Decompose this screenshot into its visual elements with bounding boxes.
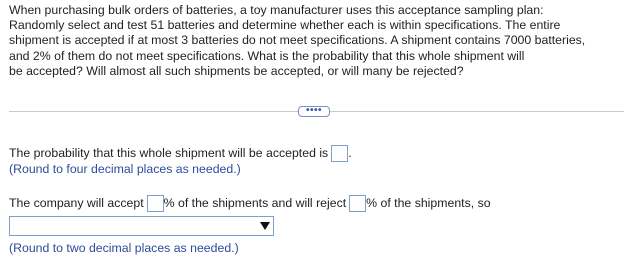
- probability-row: [9, 145, 352, 162]
- expand-question-button[interactable]: [298, 106, 330, 117]
- question-line: shipment is accepted if at most 3 batteries do not meet specifications. A shipment contains 7000 batteries,: [9, 33, 586, 48]
- probability-answer-input[interactable]: [331, 145, 348, 162]
- probability-period: .: [348, 146, 352, 160]
- question-line: Randomly select and test 51 batteries and determine whether each is within specifications. The entire: [9, 18, 561, 33]
- shipments-hint-row: [9, 241, 239, 256]
- probability-hint-row: [9, 162, 241, 177]
- shipments-row: [9, 195, 491, 212]
- probability-prompt: The probability that this whole shipment will be accepted is: [9, 146, 329, 160]
- accept-prefix: The company will accept: [9, 196, 144, 210]
- shipments-rounding-hint: (Round to two decimal places as needed.): [9, 241, 239, 255]
- probability-rounding-hint: (Round to four decimal places as needed.): [9, 162, 241, 176]
- reject-percent-input[interactable]: [349, 195, 366, 212]
- conclusion-dropdown[interactable]: [9, 216, 274, 236]
- accept-percent-input[interactable]: [147, 195, 164, 212]
- accept-middle-text: % of the shipments and will reject: [163, 196, 347, 210]
- question-text: [9, 3, 629, 79]
- question-line: When purchasing bulk orders of batteries, a toy manufacturer uses this acceptance sampling plan:: [9, 3, 544, 17]
- question-line: be accepted? Will almost all such shipments be accepted, or will many be rejected?: [9, 63, 464, 78]
- reject-suffix-text: % of the shipments, so: [366, 196, 491, 210]
- dropdown-arrow-icon: [260, 222, 270, 230]
- question-line: and 2% of them do not meet specifications. What is the probability that this whole shipment will: [9, 48, 525, 63]
- ellipsis-icon: ••••: [305, 105, 322, 116]
